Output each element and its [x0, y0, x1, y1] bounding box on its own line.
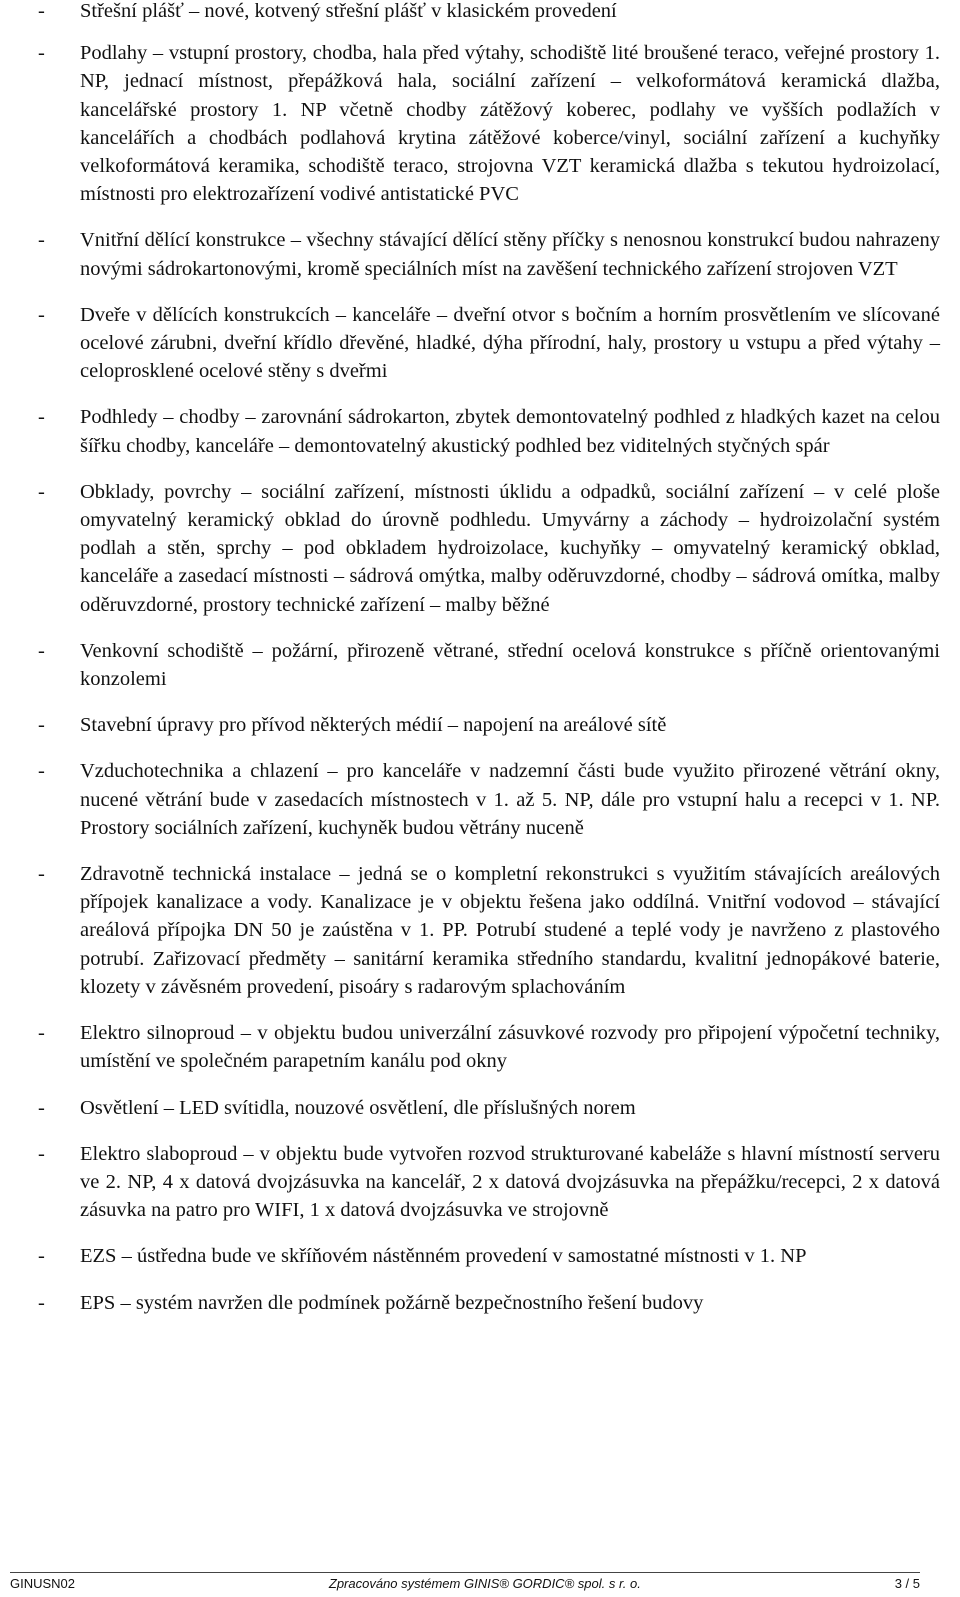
- page-footer: [10, 1572, 920, 1591]
- bullet-dash: -: [38, 406, 45, 429]
- list-item-text: Obklady, povrchy – sociální zařízení, místnosti úklidu a odpadků, sociální zařízení – v celé ploše omyvatelný keramický obklad do úrovně podhledu. Umyvárny a záchody – hydroizolační systém podlah a stěn, sprchy – pod obkladem hydroizolace, kuchyňky – omyvatelný keramický obklad, kanceláře a zasedací místnosti – sádrová omýtka, malby oděruvzdorné, chodby – sádrová omítka, malby oděruvzdorné, prostory technické zařízení – malby běžné: [80, 480, 940, 616]
- list-item-text: Stavební úpravy pro přívod některých médií – napojení na areálové sítě: [80, 714, 667, 737]
- list-item: [38, 226, 940, 282]
- list-item-text: Podlahy – vstupní prostory, chodba, hala před výtahy, schodiště lité broušené teraco, veřejné prostory 1. NP, jednací místnost, přepážková hala, sociální zařízení – velkoformátová keramická dlažba, kancelářské prostory 1. NP včetně chodby zátěžový koberec, podlahy ve vyšších podlažích v kancelářích a chodbách podlahová krytina zátěžové koberce/vinyl, sociální zařízení a kuchyňky velkoformátová keramika, schodiště teraco, strojovna VZT keramická dlažba s tekutou hydroizolací, místnosti pro elektrozařízení vodivé antistatické PVC: [80, 42, 940, 206]
- footer-doc-code: GINUSN02: [10, 1576, 76, 1591]
- list-item-text: Střešní plášť – nové, kotvený střešní plášť v klasickém provedení: [80, 0, 617, 22]
- list-item-text: Elektro silnoproud – v objektu budou univerzální zásuvkové rozvody pro připojení výpočetní techniky, umístění ve společném parapetním kanálu pod okny: [80, 1022, 940, 1073]
- list-item: [38, 39, 940, 208]
- list-item-text: Venkovní schodiště – požární, přirozeně větrané, střední ocelová konstrukce s příčně orientovanými konzolemi: [80, 639, 940, 691]
- bullet-dash: -: [38, 863, 45, 886]
- bullet-dash: -: [38, 1291, 45, 1314]
- footer-page-number: 3 / 5: [894, 1576, 920, 1591]
- list-item: [38, 757, 940, 842]
- bullet-dash: -: [38, 1096, 45, 1119]
- list-item: [38, 1094, 940, 1122]
- list-item: [38, 1140, 940, 1225]
- bullet-dash: -: [38, 229, 45, 252]
- bullet-dash: -: [38, 42, 45, 65]
- bullet-dash: -: [38, 0, 45, 22]
- list-item: [38, 478, 940, 619]
- bullet-dash: -: [38, 1022, 45, 1045]
- list-item-text: Elektro slaboproud – v objektu bude vytvořen rozvod strukturované kabeláže s hlavní místností serveru ve 2. NP, 4 x datová dvojzásuvka na kancelář, 2 x datová dvojzásuvka na přepážku/recepci, 2 x datová zásuvka na patro pro WIFI, 1 x datová dvojzásuvka ve strojovně: [80, 1142, 940, 1222]
- bullet-dash: -: [38, 714, 45, 737]
- list-item: [38, 637, 940, 693]
- list-item: [38, 403, 940, 459]
- list-item-text: Vnitřní dělící konstrukce – všechny stávající dělící stěny příčky s nenosnou konstrukcí budou nahrazeny novými sádrokartonovými, kromě speciálních míst na zavěšení technického zařízení strojoven VZT: [80, 229, 940, 280]
- footer-generator-note: Zpracováno systémem GINIS® GORDIC® spol. s r. o.: [328, 1576, 641, 1591]
- bullet-dash: -: [38, 760, 45, 783]
- bullet-dash: -: [38, 480, 45, 503]
- list-item: [38, 1289, 940, 1317]
- list-item: [38, 301, 940, 386]
- bullet-dash: -: [38, 639, 45, 662]
- list-item-text: Vzduchotechnika a chlazení – pro kanceláře v nadzemní části bude využito přirozené větrání okny, nucené větrání bude v zasedacích místnostech v 1. až 5. NP, dále pro vstupní halu a recepci v 1. NP. Prostory sociálních zařízení, kuchyněk budou větrány nuceně: [80, 760, 940, 839]
- list-item: [38, 1242, 940, 1270]
- list-item: [38, 860, 940, 1001]
- list-item: [38, 1019, 940, 1075]
- list-item-text: Podhledy – chodby – zarovnání sádrokarton, zbytek demontovatelný podhled z hladkých kazet na celou šířku chodby, kanceláře – demontovatelný akustický podhled bez viditelných styčných spár: [80, 406, 940, 457]
- list-item: [38, 711, 940, 739]
- list-item-text: Zdravotně technická instalace – jedná se o kompletní rekonstrukci s využitím stávajících areálových přípojek kanalizace a vody. Kanalizace je v objektu řešena jako oddílná. Vnitřní vodovod – stávající areálová přípojka DN 50 je zaústěna v 1. PP. Potrubí studené a teplé vody je navrženo z plastového potrubí. Zařizovací předměty – sanitární keramika středního standardu, kvalitní jednopákové baterie, klozety v závěsném provedení, pisoáry s radarovým splachováním: [80, 863, 940, 998]
- list-item-text: Osvětlení – LED svítidla, nouzové osvětlení, dle příslušných norem: [80, 1096, 636, 1119]
- bullet-dash: -: [38, 1245, 45, 1268]
- list-item-text: EZS – ústředna bude ve skříňovém nástěnném provedení v samostatné místnosti v 1. NP: [80, 1245, 807, 1268]
- document-body: [38, 0, 940, 1317]
- list-item: [38, 0, 940, 25]
- list-item-text: EPS – systém navržen dle podmínek požárně bezpečnostního řešení budovy: [80, 1291, 704, 1314]
- bullet-dash: -: [38, 303, 45, 326]
- list-item-text: Dveře v dělících konstrukcích – kanceláře – dveřní otvor s bočním a horním prosvětlením ve slícované ocelové zárubni, dveřní křídlo dřevěné, hladké, dýha přírodní, haly, prostory u vstupu a před výtahy – celoprosklené ocelové stěny s dveřmi: [80, 303, 940, 383]
- bullet-dash: -: [38, 1142, 45, 1165]
